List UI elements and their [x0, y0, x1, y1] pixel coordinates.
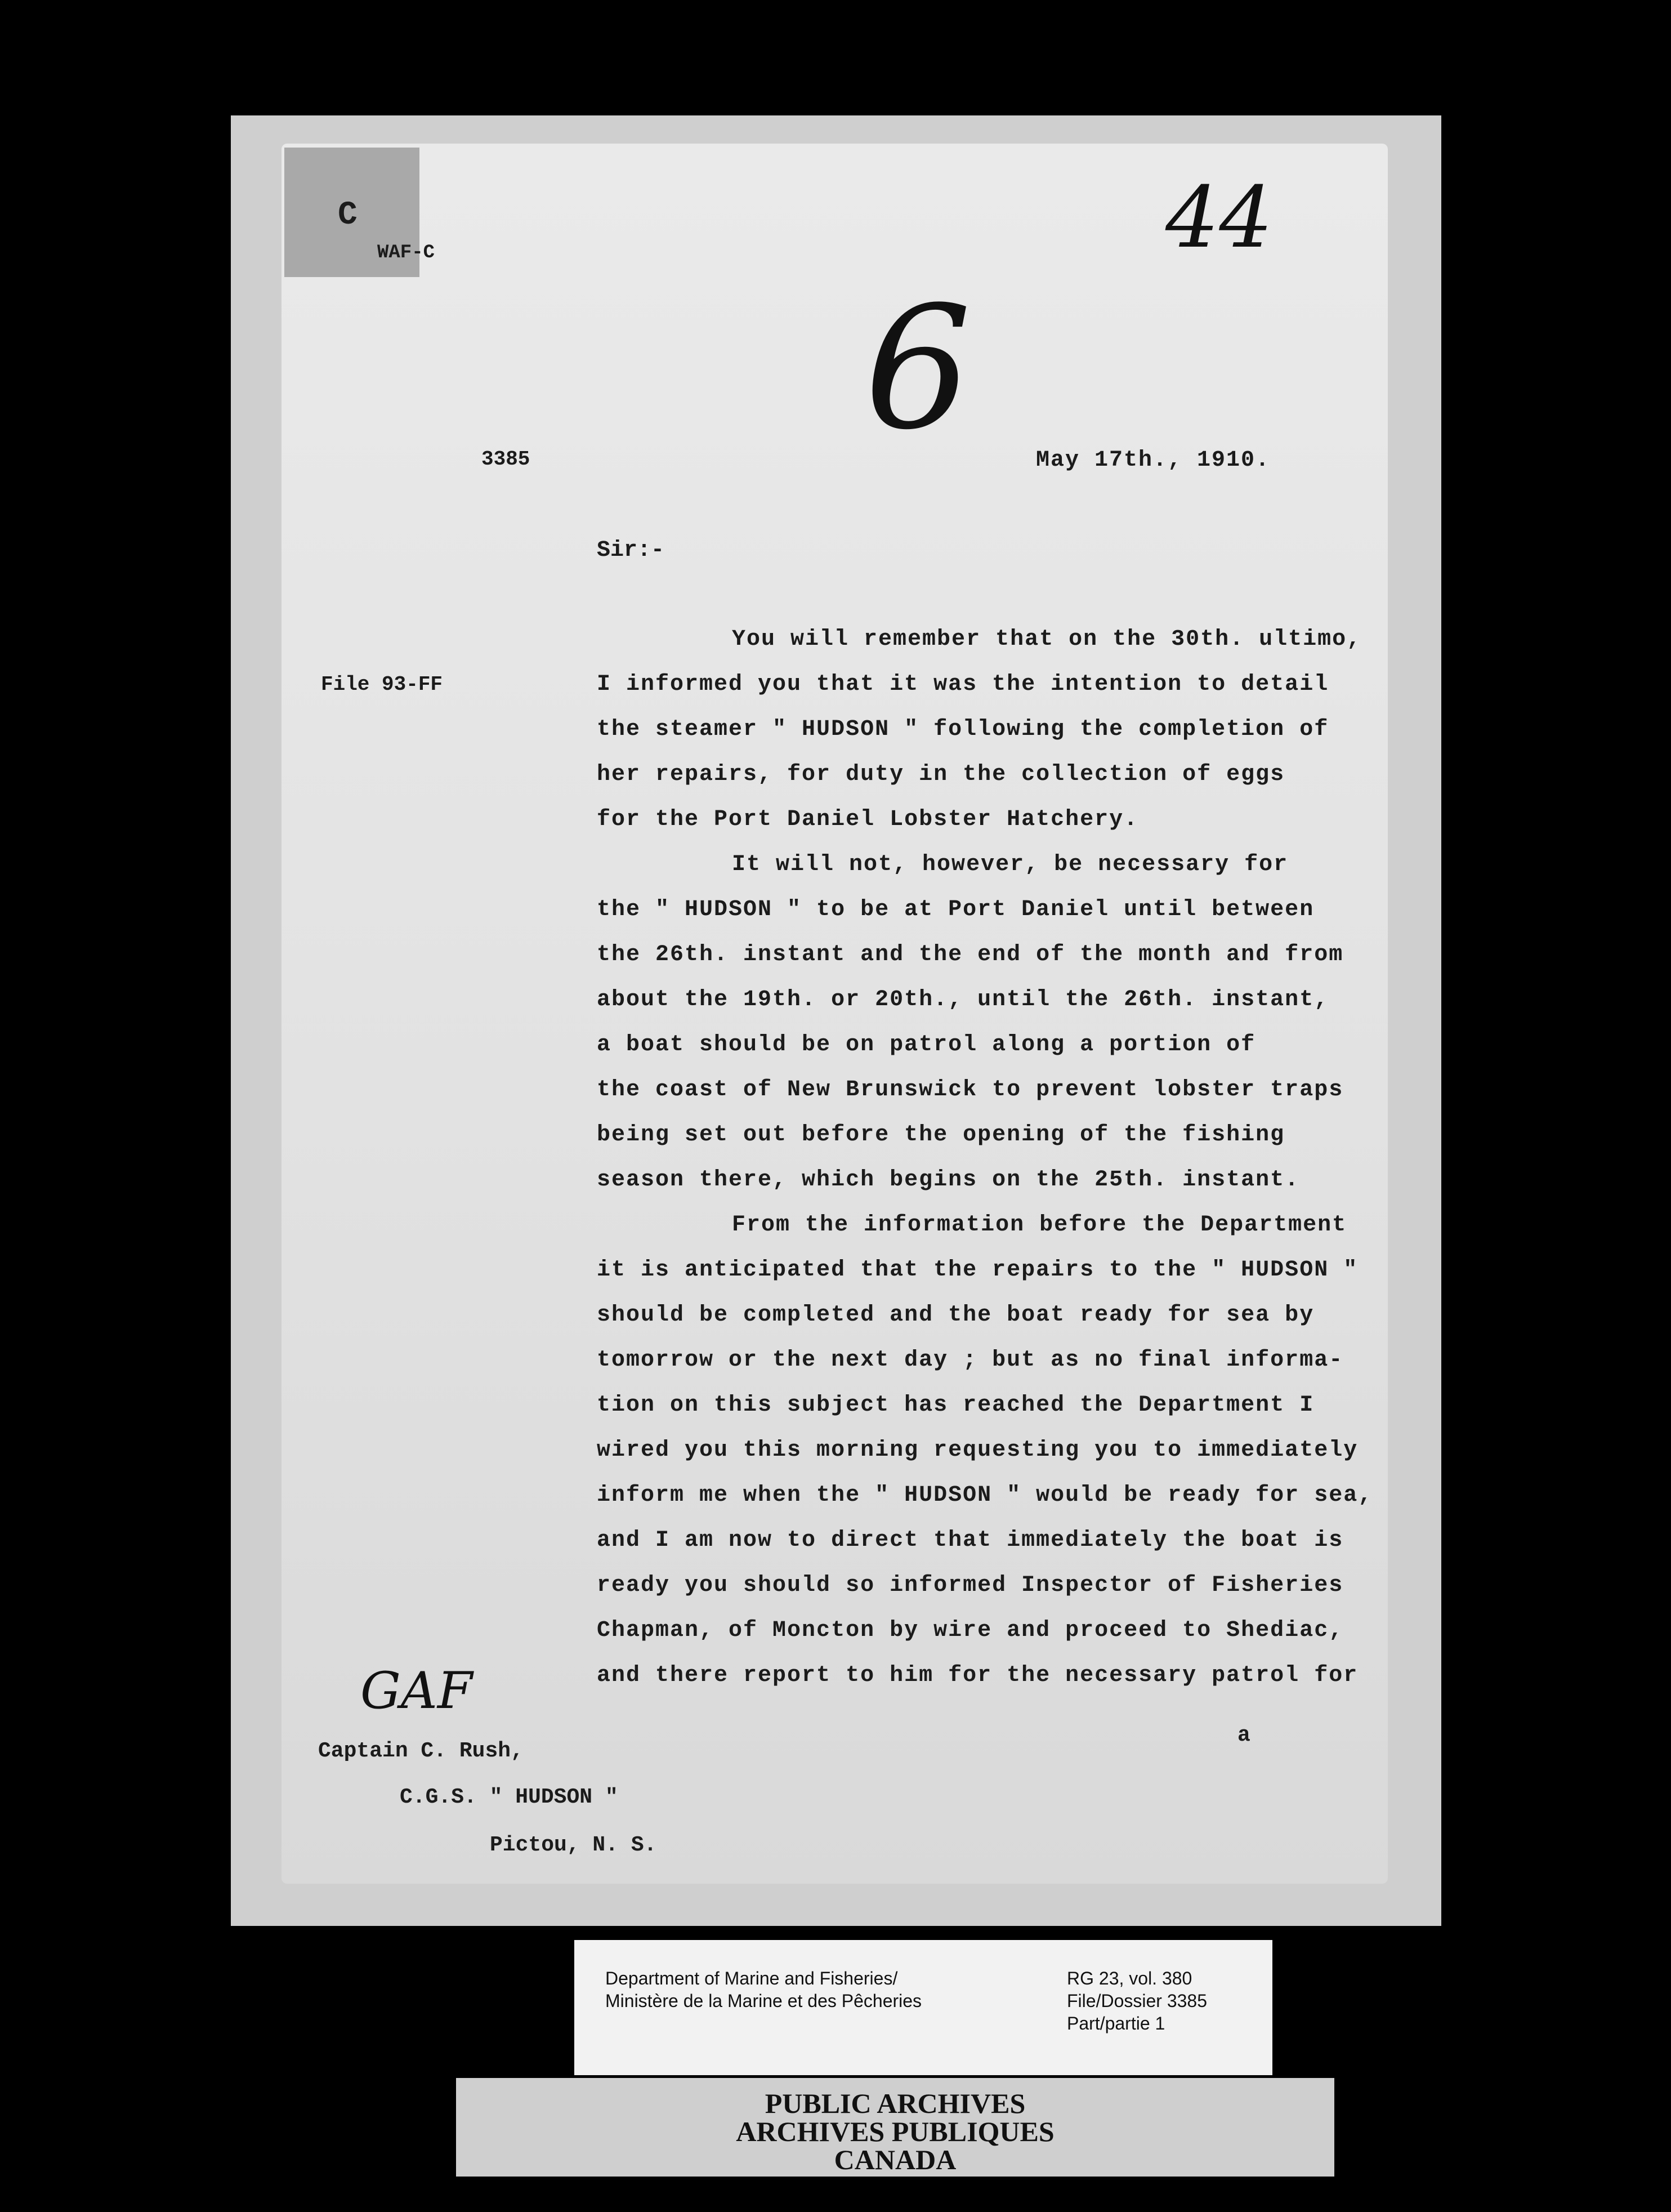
body-line: tomorrow or the next day ; but as no final informa- — [597, 1348, 1344, 1373]
body-line: about the 19th. or 20th., until the 26th. instant, — [597, 987, 1329, 1013]
body-line: the 26th. instant and the end of the month and from — [597, 942, 1344, 967]
handwritten-initials: GAF — [360, 1661, 473, 1720]
body-line: the steamer " HUDSON " following the completion of — [597, 717, 1329, 742]
body-line: it is anticipated that the repairs to the " HUDSON " — [597, 1257, 1359, 1283]
body-line: and there report to him for the necessary patrol for — [597, 1663, 1359, 1688]
record-group: RG 23, vol. 380 — [1067, 1968, 1192, 1988]
body-line: the " HUDSON " to be at Port Daniel until between — [597, 897, 1315, 922]
reference-code: WAF-C — [377, 242, 435, 264]
margin-mark: 6 — [864, 270, 972, 467]
body-line: season there, which begins on the 25th. instant. — [597, 1167, 1300, 1193]
body-line: It will not, however, be necessary for — [732, 852, 1289, 877]
addressee-place: Pictou, N. S. — [490, 1833, 657, 1857]
archive-reference-card — [574, 1940, 1272, 2075]
salutation: Sir:- — [597, 538, 665, 563]
stamp-line: CANADA — [834, 2144, 957, 2175]
body-line: ready you should so informed Inspector of Fisheries — [597, 1573, 1344, 1598]
body-line: for the Port Daniel Lobster Hatchery. — [597, 807, 1139, 832]
body-line: Chapman, of Moncton by wire and proceed to Shediac, — [597, 1618, 1344, 1643]
body-line: and I am now to direct that immediately the boat is — [597, 1528, 1344, 1553]
page-continuation: a — [1237, 1723, 1250, 1747]
body-line: From the information before the Department — [732, 1212, 1347, 1238]
margin-file-note: File 93-FF — [321, 673, 443, 696]
body-line: being set out before the opening of the fishing — [597, 1122, 1285, 1148]
corner-mark: C — [338, 197, 358, 234]
body-line: should be completed and the boat ready for sea by — [597, 1303, 1315, 1328]
body-line: tion on this subject has reached the Department I — [597, 1393, 1315, 1418]
body-line: inform me when the " HUDSON " would be ready for sea, — [597, 1483, 1373, 1508]
folio-number: 44 — [1165, 169, 1273, 267]
department-french: Ministère de la Marine et des Pêcheries — [605, 1991, 922, 2011]
part-partie: Part/partie 1 — [1067, 2013, 1165, 2033]
stamp-line: ARCHIVES PUBLIQUES — [736, 2116, 1055, 2147]
stamp-line: PUBLIC ARCHIVES — [765, 2088, 1026, 2119]
addressee-ship: C.G.S. " HUDSON " — [400, 1785, 618, 1809]
file-dossier: File/Dossier 3385 — [1067, 1991, 1207, 2011]
addressee-name: Captain C. Rush, — [318, 1739, 524, 1763]
department-english: Department of Marine and Fisheries/ — [605, 1968, 898, 1988]
body-line: I informed you that it was the intention to detail — [597, 672, 1329, 697]
body-line: her repairs, for duty in the collection of eggs — [597, 762, 1285, 787]
body-line: You will remember that on the 30th. ultimo, — [732, 627, 1362, 652]
file-number: 3385 — [481, 448, 530, 471]
body-line: the coast of New Brunswick to prevent lobster traps — [597, 1077, 1344, 1103]
body-line: wired you this morning requesting you to immediately — [597, 1438, 1359, 1463]
archive-stamp — [456, 2078, 1334, 2177]
letter-date: May 17th., 1910. — [1036, 448, 1271, 473]
body-line: a boat should be on patrol along a portion of — [597, 1032, 1256, 1058]
